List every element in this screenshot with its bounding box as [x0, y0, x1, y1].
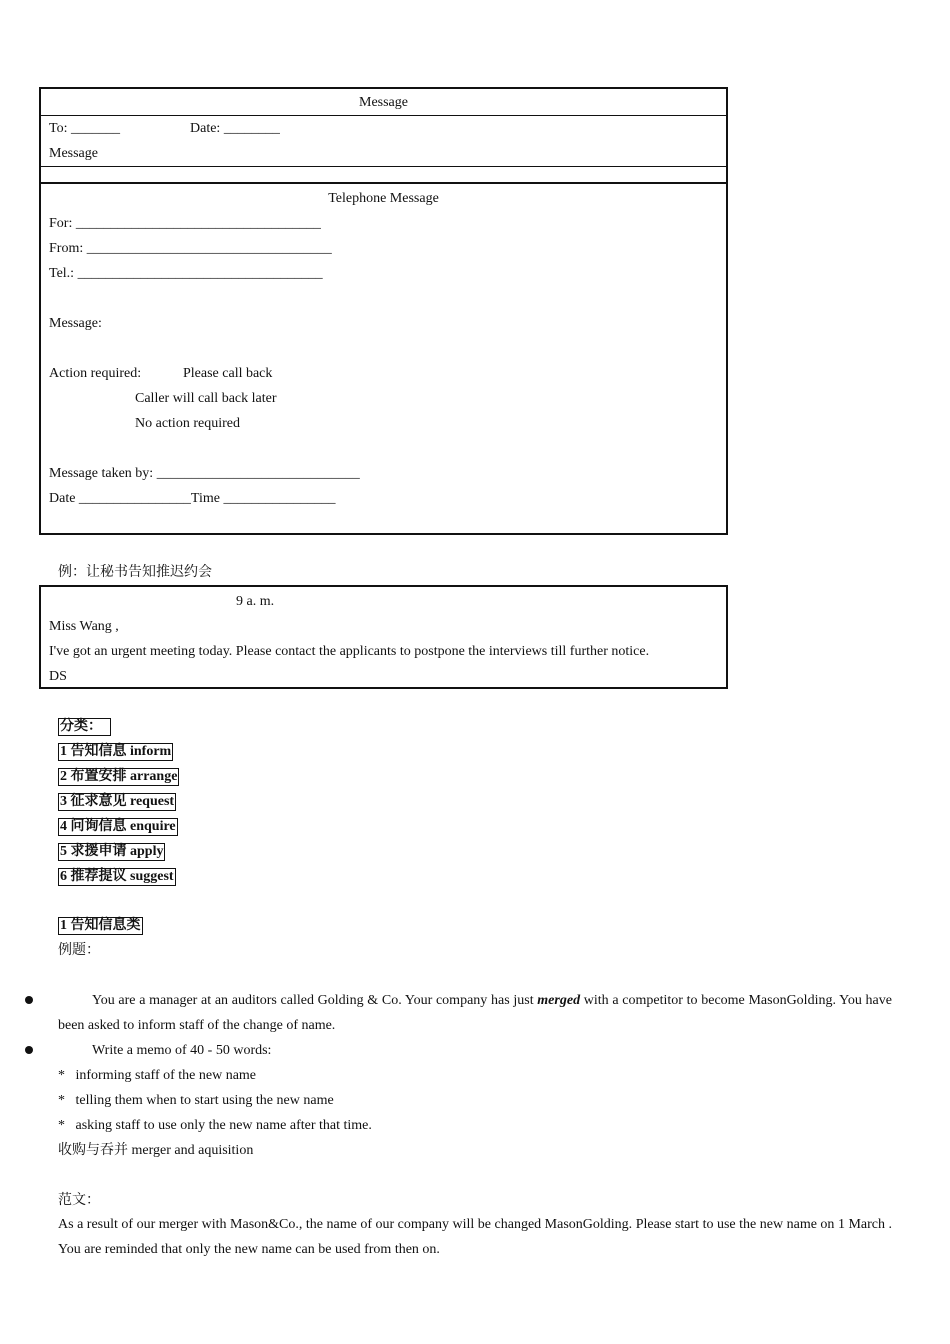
- note-salutation: Miss Wang ,: [49, 619, 119, 634]
- option-caller-will-call: Caller will call back later: [135, 391, 277, 406]
- category-item: 2 布置安排 arrange: [60, 769, 178, 784]
- task-point: * asking staff to use only the new name after that time.: [58, 1118, 372, 1133]
- vocab-note: 收购与吞并 merger and aquisition: [58, 1143, 254, 1158]
- model-label: 范文：: [58, 1193, 100, 1208]
- bullet-dot: [25, 1046, 33, 1054]
- from-field: From: ___________________________________: [49, 241, 332, 256]
- tel-field: Tel.: ___________________________________: [49, 266, 323, 281]
- message-label: Message:: [49, 316, 102, 331]
- category-item: 5 求援申请 apply: [60, 844, 164, 859]
- task-description: You are a manager at an auditors called Golding & Co. Your company has just merged with a competitor to become MasonGolding. You have been asked to inform staff of the change of name.: [58, 993, 892, 1033]
- task-point: * informing staff of the new name: [58, 1068, 257, 1083]
- task-instruction: Write a memo of 40 - 50 words:: [92, 1043, 272, 1058]
- note-body: I've got an urgent meeting today. Please contact the applicants to postpone the interviews till further notice.: [49, 644, 650, 659]
- task-point: * telling them when to start using the new name: [58, 1093, 334, 1108]
- note-time: 9 a. m.: [236, 594, 275, 609]
- message-form-title: Message: [359, 95, 408, 110]
- to-field: To: _______: [49, 121, 120, 136]
- bullet-dot: [25, 996, 33, 1004]
- date-field: Date: ________: [190, 121, 280, 136]
- for-field: For: ___________________________________: [49, 216, 321, 231]
- telephone-form-title: Telephone Message: [328, 191, 439, 206]
- divider: [41, 115, 726, 116]
- category-item: 4 问询信息 enquire: [60, 819, 176, 834]
- message-form: [39, 87, 728, 184]
- option-no-action: No action required: [135, 416, 240, 431]
- note-signature: DS: [49, 669, 67, 684]
- category-item: 6 推荐提议 suggest: [60, 869, 174, 884]
- divider: [41, 166, 726, 167]
- model-text: As a result of our merger with Mason&Co., the name of our company will be changed MasonGolding. Please start to use the new name on 1 March . You are reminded that only the new name can be used from then on.: [58, 1217, 892, 1257]
- example-label: 例题：: [58, 943, 100, 958]
- category-item: 1 告知信息 inform: [60, 744, 172, 759]
- category-item: 3 征求意见 request: [60, 794, 175, 809]
- message-label: Message: [49, 146, 98, 161]
- action-required-label: Action required:: [49, 366, 142, 381]
- telephone-message-form: [39, 182, 728, 535]
- example-note: [39, 585, 728, 689]
- example-intro: 例：让秘书告知推迟约会: [58, 565, 212, 580]
- categories-heading: 分类：: [58, 714, 111, 739]
- message-taken-by-field: Message taken by: _____________________________: [49, 466, 360, 481]
- option-call-back: Please call back: [183, 366, 273, 381]
- date-time-field: Date ________________Time ________________: [49, 491, 336, 506]
- section-heading: 1 告知信息类: [60, 918, 141, 933]
